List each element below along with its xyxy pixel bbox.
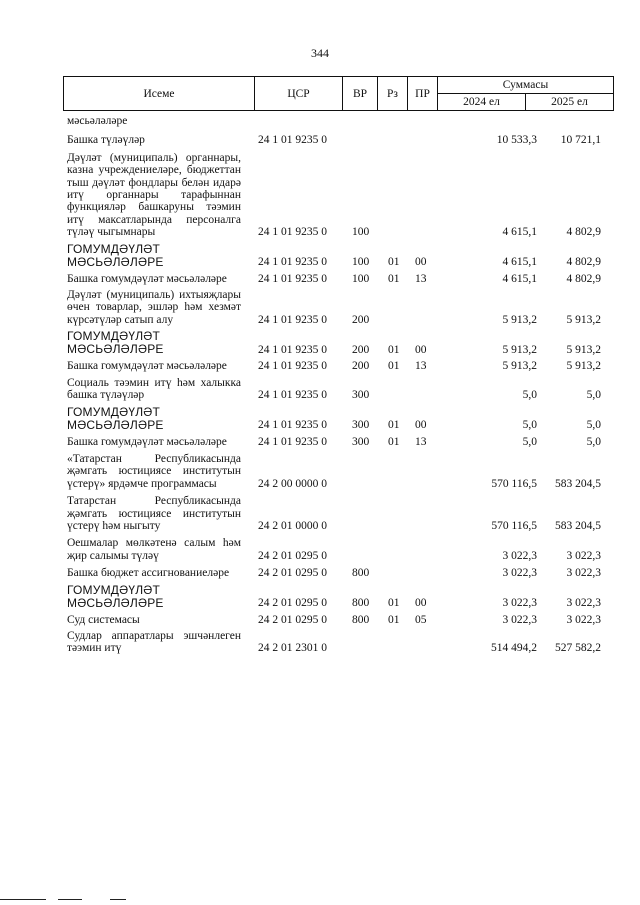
row-rz: 01 bbox=[388, 256, 400, 269]
row-csr: 24 2 01 2301 0 bbox=[258, 642, 327, 655]
row-csr: 24 2 01 0295 0 bbox=[258, 597, 327, 610]
row-csr: 24 1 01 9235 0 bbox=[258, 272, 327, 285]
row-vr: 800 bbox=[352, 613, 370, 626]
row-rz: 01 bbox=[388, 597, 400, 610]
row-vr: 300 bbox=[352, 419, 370, 432]
table-row bbox=[63, 614, 613, 626]
table-row bbox=[63, 243, 613, 269]
row-rz: 01 bbox=[388, 360, 400, 373]
row-vr: 200 bbox=[352, 343, 370, 356]
row-name: Башка гомумдәүләт мәсьәләләре bbox=[67, 435, 227, 448]
row-sum-2024: 3 022,3 bbox=[502, 567, 537, 580]
row-name: мәсьәләләре bbox=[67, 115, 128, 127]
row-csr: 24 1 01 9235 0 bbox=[258, 419, 327, 432]
row-sum-2024: 4 615,1 bbox=[502, 226, 537, 239]
row-sum-2024: 5,0 bbox=[522, 419, 537, 432]
table-row bbox=[63, 453, 613, 490]
table-header bbox=[63, 76, 614, 111]
row-sum-2024: 3 022,3 bbox=[502, 597, 537, 610]
row-sum-2025: 3 022,3 bbox=[566, 549, 601, 562]
table-row bbox=[63, 115, 613, 127]
row-csr: 24 1 01 9235 0 bbox=[258, 226, 327, 239]
table-row bbox=[63, 330, 613, 356]
row-vr: 100 bbox=[352, 256, 370, 269]
table-row bbox=[63, 360, 613, 372]
row-name: ГОМУМДӘҮЛӘТ МӘСЬӘЛӘЛӘРЕ bbox=[67, 404, 164, 432]
row-name: Башка гомумдәүләт мәсьәләләре bbox=[67, 272, 227, 285]
table-row bbox=[63, 377, 613, 402]
row-sum-2024: 5 913,2 bbox=[502, 343, 537, 356]
row-csr: 24 2 00 0000 0 bbox=[258, 477, 327, 490]
row-csr: 24 2 01 0000 0 bbox=[258, 519, 327, 532]
row-name: Башка бюджет ассигнованиеләре bbox=[67, 567, 230, 580]
row-name: «Татарстан Республикасында җәмгать юстициясе институтын үстерү» ярдәмче программасы bbox=[67, 452, 241, 490]
row-sum-2025: 5,0 bbox=[586, 419, 601, 432]
row-sum-2025: 527 582,2 bbox=[555, 642, 601, 655]
table-row bbox=[63, 537, 613, 562]
row-csr: 24 2 01 0295 0 bbox=[258, 567, 327, 580]
row-sum-2024: 3 022,3 bbox=[502, 613, 537, 626]
row-sum-2024: 10 533,3 bbox=[496, 134, 537, 147]
row-sum-2025: 5,0 bbox=[586, 389, 601, 402]
row-csr: 24 1 01 9235 0 bbox=[258, 343, 327, 356]
footer-rule bbox=[58, 899, 82, 900]
row-name: Дәүләт (муниципаль) ихтыяҗлары өчен товарлар, эшләр һәм хезмәт күрсәтүләр сатып алу bbox=[67, 289, 241, 326]
row-name: Оешмалар мөлкәтенә салым һәм җир салымы түләү bbox=[67, 537, 241, 562]
row-rz: 01 bbox=[388, 419, 400, 432]
row-name: ГОМУМДӘҮЛӘТ МӘСЬӘЛӘЛӘРЕ bbox=[67, 329, 164, 357]
row-vr: 800 bbox=[352, 597, 370, 610]
row-pr: 05 bbox=[415, 613, 427, 626]
row-sum-2025: 3 022,3 bbox=[566, 597, 601, 610]
row-sum-2024: 5 913,2 bbox=[502, 360, 537, 373]
row-pr: 00 bbox=[415, 343, 427, 356]
row-sum-2025: 583 204,5 bbox=[555, 477, 601, 490]
table-row bbox=[63, 630, 613, 655]
row-sum-2025: 583 204,5 bbox=[555, 519, 601, 532]
header-rz: Рз bbox=[378, 77, 408, 111]
row-rz: 01 bbox=[388, 272, 400, 285]
row-sum-2024: 5 913,2 bbox=[502, 313, 537, 326]
footer-rule bbox=[0, 899, 46, 900]
row-sum-2024: 3 022,3 bbox=[502, 549, 537, 562]
footer-rule bbox=[110, 899, 126, 900]
row-csr: 24 1 01 9235 0 bbox=[258, 256, 327, 269]
row-sum-2024: 5,0 bbox=[522, 389, 537, 402]
row-sum-2024: 4 615,1 bbox=[502, 272, 537, 285]
row-sum-2025: 5,0 bbox=[586, 435, 601, 448]
table-row bbox=[63, 584, 613, 610]
row-name: Суд системасы bbox=[67, 613, 140, 626]
row-sum-2025: 5 913,2 bbox=[566, 360, 601, 373]
row-name: Башка түләүләр bbox=[67, 134, 145, 147]
row-name: Татарстан Республикасында җәмгать юстициясе институтын үстерү һәм ныгыту bbox=[67, 495, 241, 532]
table-row bbox=[63, 406, 613, 432]
row-sum-2025: 4 802,9 bbox=[566, 256, 601, 269]
row-csr: 24 1 01 9235 0 bbox=[258, 389, 327, 402]
row-sum-2024: 4 615,1 bbox=[502, 256, 537, 269]
row-sum-2024: 570 116,5 bbox=[491, 519, 537, 532]
row-sum-2024: 570 116,5 bbox=[491, 477, 537, 490]
row-pr: 00 bbox=[415, 597, 427, 610]
table-row bbox=[63, 495, 613, 532]
row-vr: 200 bbox=[352, 313, 370, 326]
row-name: Социаль тәэмин итү һәм халыкка башка түләүләр bbox=[67, 376, 241, 402]
row-csr: 24 2 01 0295 0 bbox=[258, 549, 327, 562]
row-sum-2025: 3 022,3 bbox=[566, 567, 601, 580]
row-rz: 01 bbox=[388, 435, 400, 448]
row-rz: 01 bbox=[388, 613, 400, 626]
row-sum-2025: 4 802,9 bbox=[566, 226, 601, 239]
table-row bbox=[63, 567, 613, 579]
row-name: Дәүләт (муниципаль) органнары, казна учреждениеләре, бюджеттан тыш дәүләт фондлары белән идарә итү органнары тарафыннан функцияләр башкаруны тәэмин итү максатларында персоналга түләү чыгымнары bbox=[67, 151, 241, 239]
header-csr: ЦСР bbox=[255, 77, 343, 111]
row-pr: 13 bbox=[415, 360, 427, 373]
header-name: Исеме bbox=[64, 77, 255, 111]
row-vr: 300 bbox=[352, 389, 370, 402]
table-row bbox=[63, 289, 613, 326]
table-body bbox=[63, 111, 613, 655]
row-vr: 100 bbox=[352, 226, 370, 239]
table-row bbox=[63, 436, 613, 448]
header-sums: Суммасы bbox=[438, 77, 614, 94]
row-rz: 01 bbox=[388, 343, 400, 356]
table-row bbox=[63, 273, 613, 285]
row-vr: 300 bbox=[352, 435, 370, 448]
table-row bbox=[63, 152, 613, 239]
row-pr: 13 bbox=[415, 272, 427, 285]
header-pr: ПР bbox=[408, 77, 438, 111]
row-csr: 24 2 01 0295 0 bbox=[258, 613, 327, 626]
row-vr: 200 bbox=[352, 360, 370, 373]
row-csr: 24 1 01 9235 0 bbox=[258, 313, 327, 326]
row-sum-2025: 10 721,1 bbox=[560, 134, 601, 147]
row-pr: 00 bbox=[415, 256, 427, 269]
row-sum-2025: 5 913,2 bbox=[566, 313, 601, 326]
row-vr: 100 bbox=[352, 272, 370, 285]
row-name: ГОМУМДӘҮЛӘТ МӘСЬӘЛӘЛӘРЕ bbox=[67, 241, 164, 269]
header-vr: ВР bbox=[343, 77, 378, 111]
row-csr: 24 1 01 9235 0 bbox=[258, 360, 327, 373]
header-year-2024: 2024 ел bbox=[438, 94, 526, 111]
table-row bbox=[63, 134, 613, 146]
row-sum-2024: 5,0 bbox=[522, 435, 537, 448]
row-sum-2025: 5 913,2 bbox=[566, 343, 601, 356]
row-sum-2025: 4 802,9 bbox=[566, 272, 601, 285]
row-pr: 13 bbox=[415, 435, 427, 448]
row-pr: 00 bbox=[415, 419, 427, 432]
row-csr: 24 1 01 9235 0 bbox=[258, 435, 327, 448]
row-sum-2024: 514 494,2 bbox=[491, 642, 537, 655]
row-name: ГОМУМДӘҮЛӘТ МӘСЬӘЛӘЛӘРЕ bbox=[67, 582, 164, 610]
row-name: Башка гомумдәүләт мәсьәләләре bbox=[67, 360, 227, 373]
row-csr: 24 1 01 9235 0 bbox=[258, 134, 327, 147]
page-number: 344 bbox=[311, 46, 329, 60]
row-vr: 800 bbox=[352, 567, 370, 580]
row-name: Судлар аппаратлары эшчәнлеген тәэмин итү bbox=[67, 629, 241, 655]
row-sum-2025: 3 022,3 bbox=[566, 613, 601, 626]
header-year-2025: 2025 ел bbox=[526, 94, 614, 111]
